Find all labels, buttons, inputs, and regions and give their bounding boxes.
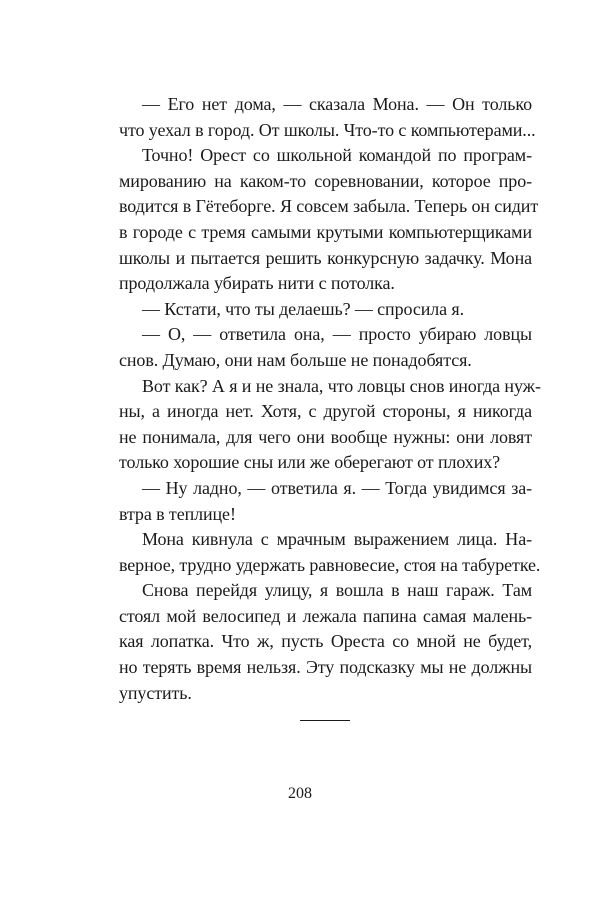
text-line: — Его нет дома, — сказала Мона. — Он только bbox=[142, 94, 532, 114]
section-divider bbox=[300, 720, 350, 721]
text-line: стоял мой велосипед и лежала папина самая малень- bbox=[119, 605, 532, 626]
text-line: — Ну ладно, — ответила я. — Тогда увидимся за- bbox=[142, 477, 532, 498]
text-line: не понимала, для чего они вообще нужны: они ловят bbox=[119, 426, 532, 447]
text-line: что уехал в город. От школы. Что-то с компьютерами... bbox=[119, 119, 536, 140]
text-line: кая лопатка. Что ж, пусть Ореста со мной не будет, bbox=[119, 631, 532, 652]
text-line: в городе с тремя самыми крутыми компьютерщиками bbox=[119, 221, 532, 242]
text-line: снов. Думаю, они нам больше не понадобятся. bbox=[119, 349, 472, 370]
text-line: — Кстати, что ты делаешь? — спросила я. bbox=[142, 298, 465, 319]
text-line: — О, — ответила она, — просто убираю ловцы bbox=[142, 324, 532, 345]
text-line: мированию на каком-то соревновании, которое про- bbox=[119, 170, 532, 191]
text-line: продолжала убирать нити с потолка. bbox=[119, 273, 395, 294]
text-line: упустить. bbox=[119, 682, 192, 703]
text-line: водится в Гётеборге. Я совсем забыла. Теперь он сидит bbox=[119, 196, 539, 217]
text-line: школы и пытается решить конкурсную задачку. Мона bbox=[119, 247, 532, 268]
text-line: Мона кивнула с мрачным выражением лица. На- bbox=[142, 529, 532, 550]
text-line: втра в теплице! bbox=[119, 503, 236, 524]
body-text bbox=[119, 92, 541, 706]
text-line: Снова перейдя улицу, я вошла в наш гараж. Там bbox=[142, 580, 532, 601]
text-line: ны, а иногда нет. Хотя, с другой стороны, я никогда bbox=[119, 401, 532, 422]
page-number: 208 bbox=[288, 785, 312, 802]
text-line: но терять время нельзя. Эту подсказку мы не должны bbox=[119, 657, 532, 678]
text-line: Точно! Орест со школьной командой по програм- bbox=[142, 145, 532, 166]
text-line: Вот как? А я и не знала, что ловцы снов иногда нуж- bbox=[142, 375, 541, 396]
text-line: верное, трудно удержать равновесие, стоя на табуретке. bbox=[119, 554, 541, 575]
text-line: только хорошие сны или же оберегают от плохих? bbox=[119, 452, 501, 473]
